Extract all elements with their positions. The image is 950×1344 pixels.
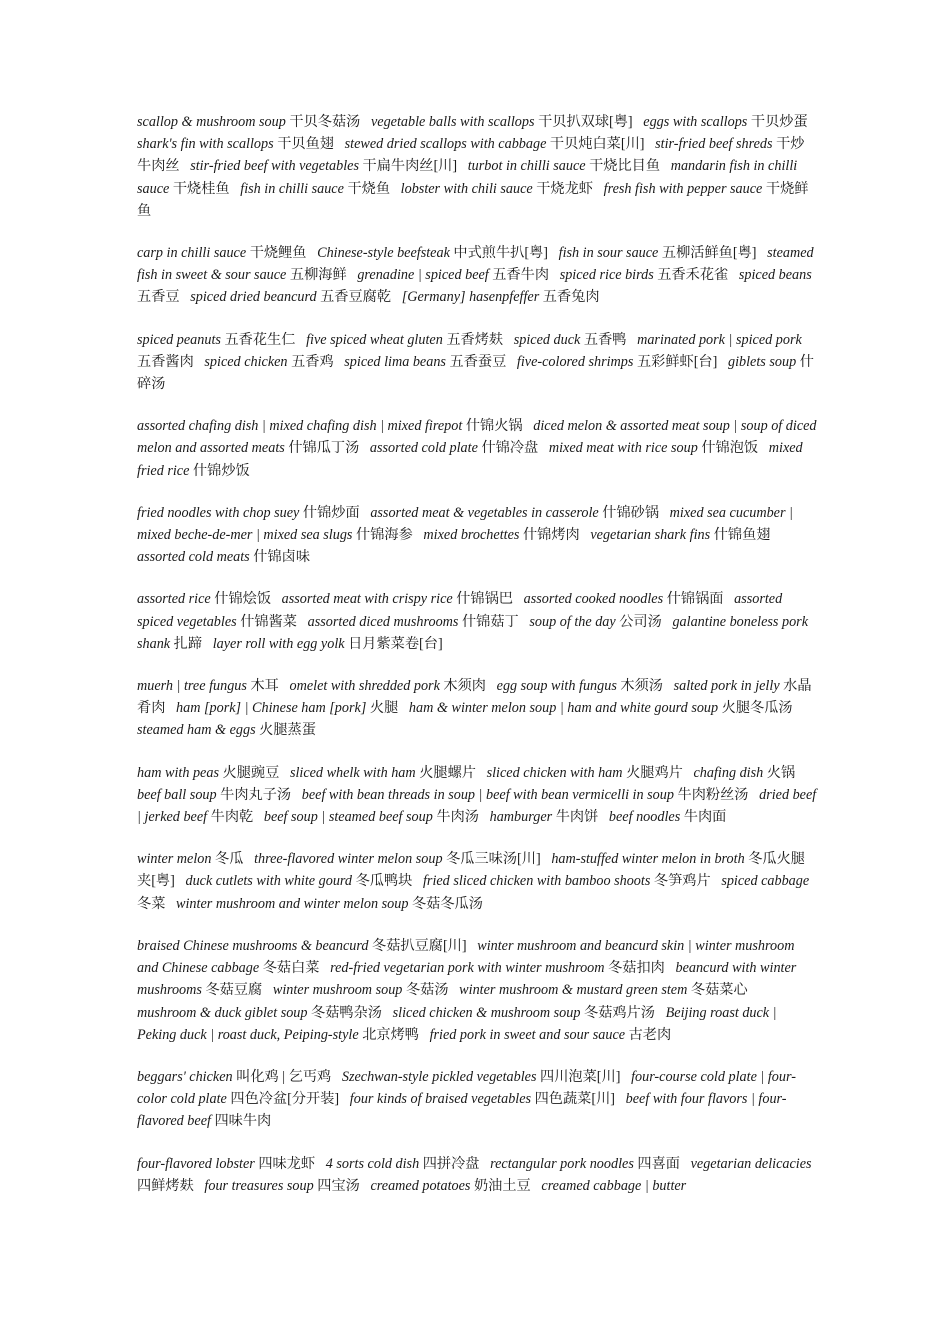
entry-english: duck cutlets with white gourd <box>185 873 353 890</box>
entry-chinese: 五香豆腐乾 <box>320 289 392 306</box>
entry-english: chafing dish <box>693 764 764 781</box>
entry-chinese: 四喜面 <box>637 1155 680 1172</box>
entry-chinese: 四味牛肉 <box>214 1113 272 1130</box>
entry-chinese: 四拼冷盘 <box>422 1155 480 1172</box>
entry-english: vegetarian shark fins <box>590 527 711 544</box>
entry-english: lobster with chili sauce <box>400 180 533 197</box>
entry-chinese: 木耳 <box>250 678 279 695</box>
entry-english: assorted meat & vegetables in casserole <box>370 504 599 521</box>
entry-chinese: 五彩鲜虾[台] <box>636 353 718 370</box>
entry-chinese: 五香花生仁 <box>224 331 296 348</box>
entry-english: four-flavored lobster <box>137 1155 255 1172</box>
entry-chinese: 五香蚕豆 <box>449 353 507 370</box>
entry-chinese: 干烧鲜鱼 <box>137 180 809 219</box>
document-page <box>137 111 817 1217</box>
entry-english: turbot in chilli sauce <box>467 158 586 175</box>
entry-chinese: 牛肉饼 <box>555 809 599 826</box>
entry-english: winter mushroom & mustard green stem <box>459 982 688 999</box>
entry-chinese: 公司汤 <box>619 613 662 630</box>
entry-english: mandarin fish in chilli sauce <box>137 158 798 197</box>
entry-english: [Germany] hasenpfeffer <box>401 289 540 306</box>
entry-english: winter melon <box>137 851 212 868</box>
entry-english: spiced chicken <box>204 353 288 370</box>
entry-english: stir-fried beef with vegetables <box>190 158 359 175</box>
entry-english: egg soup with fungus <box>496 678 617 695</box>
entry-chinese: 干炒牛肉丝 <box>137 136 805 175</box>
glossary-paragraph <box>137 848 817 915</box>
entry-chinese: 什锦火锅 <box>465 418 523 435</box>
entry-chinese: 五香兔肉 <box>542 289 600 306</box>
entry-english: mixed sea cucumber | mixed beche-de-mer | mixed sea slugs <box>137 504 793 544</box>
entry-chinese: 什锦炒面 <box>302 504 360 521</box>
entry-chinese: 冬菇汤 <box>405 982 449 999</box>
entry-english: assorted cold meats <box>137 549 250 566</box>
entry-chinese: 四川泡菜[川] <box>540 1068 621 1085</box>
entry-chinese: 干烧桂鱼 <box>172 180 230 197</box>
entry-english: spiced cabbage <box>721 873 810 890</box>
entry-english: creamed cabbage | butter <box>541 1177 687 1194</box>
entry-chinese: 冬菇菜心 <box>690 982 748 999</box>
entry-chinese: 什锦酱菜 <box>240 613 297 630</box>
entry-chinese: 干贝扒双球[粤] <box>538 114 633 130</box>
entry-chinese: 四宝汤 <box>317 1177 360 1194</box>
entry-chinese: 什锦卤味 <box>253 549 311 566</box>
entry-english: diced melon & assorted meat soup | soup of diced melon and assorted meats <box>137 418 817 457</box>
entry-english: creamed potatoes <box>370 1177 471 1194</box>
entry-english: spiced peanuts <box>137 331 221 348</box>
entry-chinese: 五柳海鲜 <box>289 267 347 284</box>
entry-chinese: 什锦鱼翅 <box>713 527 771 544</box>
entry-english: beef soup | steamed beef soup <box>263 809 433 826</box>
entry-chinese: 干贝炖白菜[川] <box>549 136 645 153</box>
entry-chinese: 四色蔬菜[川] <box>534 1091 615 1108</box>
entry-chinese: 什锦冷盘 <box>481 440 539 457</box>
entry-chinese: 冬菜 <box>137 895 166 912</box>
entry-english: Szechwan-style pickled vegetables <box>341 1068 537 1085</box>
entry-english: Beijing roast duck | Peking duck | roast duck, Peiping-style <box>137 1004 777 1043</box>
glossary-paragraph <box>137 1153 817 1197</box>
entry-english: 4 sorts cold dish <box>325 1155 420 1172</box>
entry-english: ham & winter melon soup | ham and white gourd soup <box>408 700 719 717</box>
glossary-paragraph <box>137 675 817 742</box>
glossary-paragraph <box>137 415 817 482</box>
entry-english: Chinese-style beefsteak <box>317 245 450 262</box>
glossary-paragraph <box>137 242 817 309</box>
entry-chinese: 火腿螺片 <box>419 764 476 781</box>
entry-english: marinated pork | spiced pork <box>637 331 802 348</box>
entry-english: beggars' chicken <box>137 1068 233 1085</box>
entry-chinese: 什锦烤肉 <box>522 527 580 544</box>
entry-english: ham with peas <box>137 764 219 781</box>
entry-english: mixed fried rice <box>137 440 803 479</box>
entry-chinese: 五柳活鲜鱼[粤] <box>661 245 757 262</box>
entry-english: hamburger <box>489 809 553 826</box>
entry-english: stewed dried scallops with cabbage <box>344 136 547 153</box>
entry-chinese: 干贝鱼翅 <box>277 136 334 153</box>
entry-english: four-course cold plate | four-color cold plate <box>137 1068 796 1108</box>
entry-english: four kinds of braised vegetables <box>349 1091 532 1108</box>
entry-english: stir-fried beef shreds <box>655 136 773 153</box>
entry-english: fried noodles with chop suey <box>137 504 300 521</box>
entry-chinese: 干贝炒蛋 <box>750 114 808 130</box>
entry-english: ham-stuffed winter melon in broth <box>551 851 745 868</box>
glossary-paragraph <box>137 1066 817 1133</box>
entry-english: fish in sour sauce <box>558 245 659 262</box>
entry-english: spiced dried beancurd <box>190 289 317 306</box>
entry-english: giblets soup <box>727 353 797 370</box>
entry-english: steamed ham & eggs <box>137 722 256 739</box>
entry-chinese: 五香鸭 <box>583 331 627 348</box>
entry-chinese: 北京烤鸭 <box>362 1026 419 1043</box>
entry-english: ham [pork] | Chinese ham [pork] <box>176 700 367 717</box>
entry-chinese: 奶油土豆 <box>473 1177 531 1194</box>
entry-english: four treasures soup <box>204 1177 314 1194</box>
entry-chinese: 四味龙虾 <box>258 1155 316 1172</box>
entry-chinese: 火腿 <box>369 700 399 717</box>
entry-chinese: 火腿鸡片 <box>626 764 683 781</box>
entry-chinese: 冬菇鸭杂汤 <box>311 1004 382 1021</box>
entry-english: sliced whelk with ham <box>289 764 416 781</box>
entry-chinese: 牛肉乾 <box>210 809 254 826</box>
entry-english: assorted spiced vegetables <box>137 591 783 630</box>
entry-english: muerh | tree fungus <box>137 678 247 695</box>
entry-english: grenadine | spiced beef <box>357 267 489 284</box>
entry-chinese: 冬笋鸡片 <box>653 873 711 890</box>
entry-chinese: 火腿豌豆 <box>222 764 280 781</box>
entry-chinese: 中式煎牛扒[粤] <box>453 245 548 262</box>
entry-english: salted pork in jelly <box>673 678 780 695</box>
entry-english: beef ball soup <box>137 786 217 803</box>
entry-english: five-colored shrimps <box>516 353 634 370</box>
entry-english: assorted meat with crispy rice <box>281 591 453 608</box>
entry-chinese: 四色冷盆[分开装] <box>230 1091 340 1108</box>
entry-chinese: 什锦锅巴 <box>456 591 513 608</box>
entry-english: five spiced wheat gluten <box>306 331 443 348</box>
entry-chinese: 干扁牛肉丝[川] <box>362 158 458 175</box>
entry-chinese: 牛肉汤 <box>436 809 479 826</box>
entry-english: winter mushroom and beancurd skin | winter mushroom and Chinese cabbage <box>137 937 795 977</box>
entry-english: sliced chicken & mushroom soup <box>392 1004 581 1021</box>
entry-english: spiced duck <box>513 331 581 348</box>
entry-chinese: 什锦烩饭 <box>214 591 272 608</box>
entry-english: galantine boneless pork shank <box>137 613 809 652</box>
entry-chinese: 干烧比目鱼 <box>589 158 661 175</box>
entry-chinese: 冬菇冬瓜汤 <box>411 895 483 912</box>
entry-english: spiced rice birds <box>559 267 654 284</box>
entry-english: soup of the day <box>529 613 616 630</box>
entry-chinese: 五香酱肉 <box>137 353 194 370</box>
entry-english: winter mushroom soup <box>272 982 403 999</box>
entry-english: assorted cooked noodles <box>523 591 664 608</box>
entry-chinese: 扎蹄 <box>173 635 203 652</box>
entry-chinese: 什锦锅面 <box>666 591 724 608</box>
entry-english: dried beef | jerked beef <box>137 786 817 826</box>
entry-english: carp in chilli sauce <box>137 245 247 262</box>
entry-chinese: 冬菇扒豆腐[川] <box>372 937 467 954</box>
entry-english: mixed brochettes <box>423 527 520 544</box>
entry-chinese: 牛肉丸子汤 <box>220 786 292 803</box>
entry-english: beef noodles <box>608 809 681 826</box>
glossary-paragraph <box>137 935 817 1046</box>
entry-chinese: 冬瓜三味汤[川] <box>446 851 541 868</box>
entry-english: rectangular pork noodles <box>490 1155 634 1172</box>
entry-english: eggs with scallops <box>643 114 748 130</box>
entry-chinese: 什锦炒饭 <box>192 462 250 479</box>
entry-english: spiced beans <box>738 267 812 284</box>
entry-chinese: 什锦瓜丁汤 <box>288 440 360 457</box>
entry-chinese: 四鲜烤麸 <box>137 1177 194 1194</box>
entry-chinese: 五香烤麸 <box>446 331 504 348</box>
entry-chinese: 冬菇白菜 <box>262 960 320 977</box>
glossary-paragraph <box>137 588 817 655</box>
entry-english: assorted chafing dish | mixed chafing dish | mixed firepot <box>137 418 463 435</box>
entry-chinese: 什锦菇丁 <box>461 613 519 630</box>
glossary-paragraph <box>137 329 817 396</box>
entry-english: fried sliced chicken with bamboo shoots <box>422 873 651 890</box>
entry-english: beancurd with winter mushrooms <box>137 960 797 999</box>
entry-english: sliced chicken with ham <box>486 764 623 781</box>
entry-chinese: 冬瓜 <box>215 851 244 868</box>
entry-chinese: 日月紫菜卷[台] <box>348 635 443 652</box>
glossary-paragraph <box>137 762 817 829</box>
entry-english: assorted cold plate <box>369 440 478 457</box>
entry-chinese: 干烧鲤鱼 <box>249 245 307 262</box>
entry-english: vegetable balls with scallops <box>370 114 535 130</box>
entry-chinese: 五香豆 <box>137 289 180 306</box>
glossary-paragraph <box>137 502 817 569</box>
entry-chinese: 冬菇鸡片汤 <box>584 1004 655 1021</box>
entry-chinese: 五香禾花雀 <box>657 267 729 284</box>
entry-chinese: 干烧鱼 <box>347 180 391 197</box>
entry-english: assorted diced mushrooms <box>307 613 459 630</box>
entry-english: mushroom & duck giblet soup <box>137 1004 308 1021</box>
entry-chinese: 木须汤 <box>620 678 663 695</box>
entry-chinese: 冬菇扣肉 <box>608 960 665 977</box>
entry-chinese: 什锦泡饭 <box>701 440 759 457</box>
entry-chinese: 什锦海参 <box>356 527 413 544</box>
entry-chinese: 叫化鸡 | 乞丐鸡 <box>236 1068 332 1085</box>
entry-chinese: 火腿蒸蛋 <box>259 722 316 739</box>
entry-chinese: 五香鸡 <box>291 353 334 370</box>
entry-chinese: 火锅 <box>766 764 796 781</box>
entry-chinese: 火腿冬瓜汤 <box>721 700 793 717</box>
entry-english: vegetarian delicacies <box>690 1155 812 1172</box>
entry-chinese: 什锦砂锅 <box>602 504 660 521</box>
entry-chinese: 冬菇豆腐 <box>205 982 263 999</box>
entry-chinese: 牛肉面 <box>683 809 727 826</box>
entry-english: fish in chilli sauce <box>240 180 344 197</box>
entry-english: three-flavored winter melon soup <box>254 851 443 868</box>
entry-english: fresh fish with pepper sauce <box>603 180 763 197</box>
entry-chinese: 干烧龙虾 <box>536 180 593 197</box>
glossary-paragraph <box>137 111 817 222</box>
entry-chinese: 五香牛肉 <box>492 267 550 284</box>
entry-english: scallop & mushroom soup <box>137 114 286 130</box>
entry-english: layer roll with egg yolk <box>212 635 345 652</box>
entry-english: spiced lima beans <box>344 353 446 370</box>
entry-chinese: 木须肉 <box>443 678 486 695</box>
entry-english: red-fried vegetarian pork with winter mushroom <box>330 960 605 977</box>
entry-chinese: 干贝冬菇汤 <box>289 114 361 130</box>
entry-english: fried pork in sweet and sour sauce <box>429 1026 626 1043</box>
entry-english: beef with bean threads in soup | beef with bean vermicelli in soup <box>301 786 674 803</box>
entry-chinese: 牛肉粉丝汤 <box>677 786 749 803</box>
entry-chinese: 冬瓜鸭块 <box>355 873 413 890</box>
entry-english: shark's fin with scallops <box>137 136 274 153</box>
entry-english: winter mushroom and winter melon soup <box>176 895 409 912</box>
entry-chinese: 水晶肴肉 <box>137 678 812 717</box>
entry-english: braised Chinese mushrooms & beancurd <box>137 937 369 954</box>
entry-chinese: 古老肉 <box>628 1026 672 1043</box>
entry-english: mixed meat with rice soup <box>548 440 698 457</box>
entry-chinese: 什碎汤 <box>137 353 814 393</box>
entry-english: omelet with shredded pork <box>289 678 440 695</box>
entry-english: steamed fish in sweet & sour sauce <box>137 245 814 284</box>
entry-english: beef with four flavors | four-flavored beef <box>137 1091 787 1130</box>
entry-chinese: 冬瓜火腿夹[粤] <box>137 851 805 890</box>
entry-english: assorted rice <box>137 591 211 608</box>
